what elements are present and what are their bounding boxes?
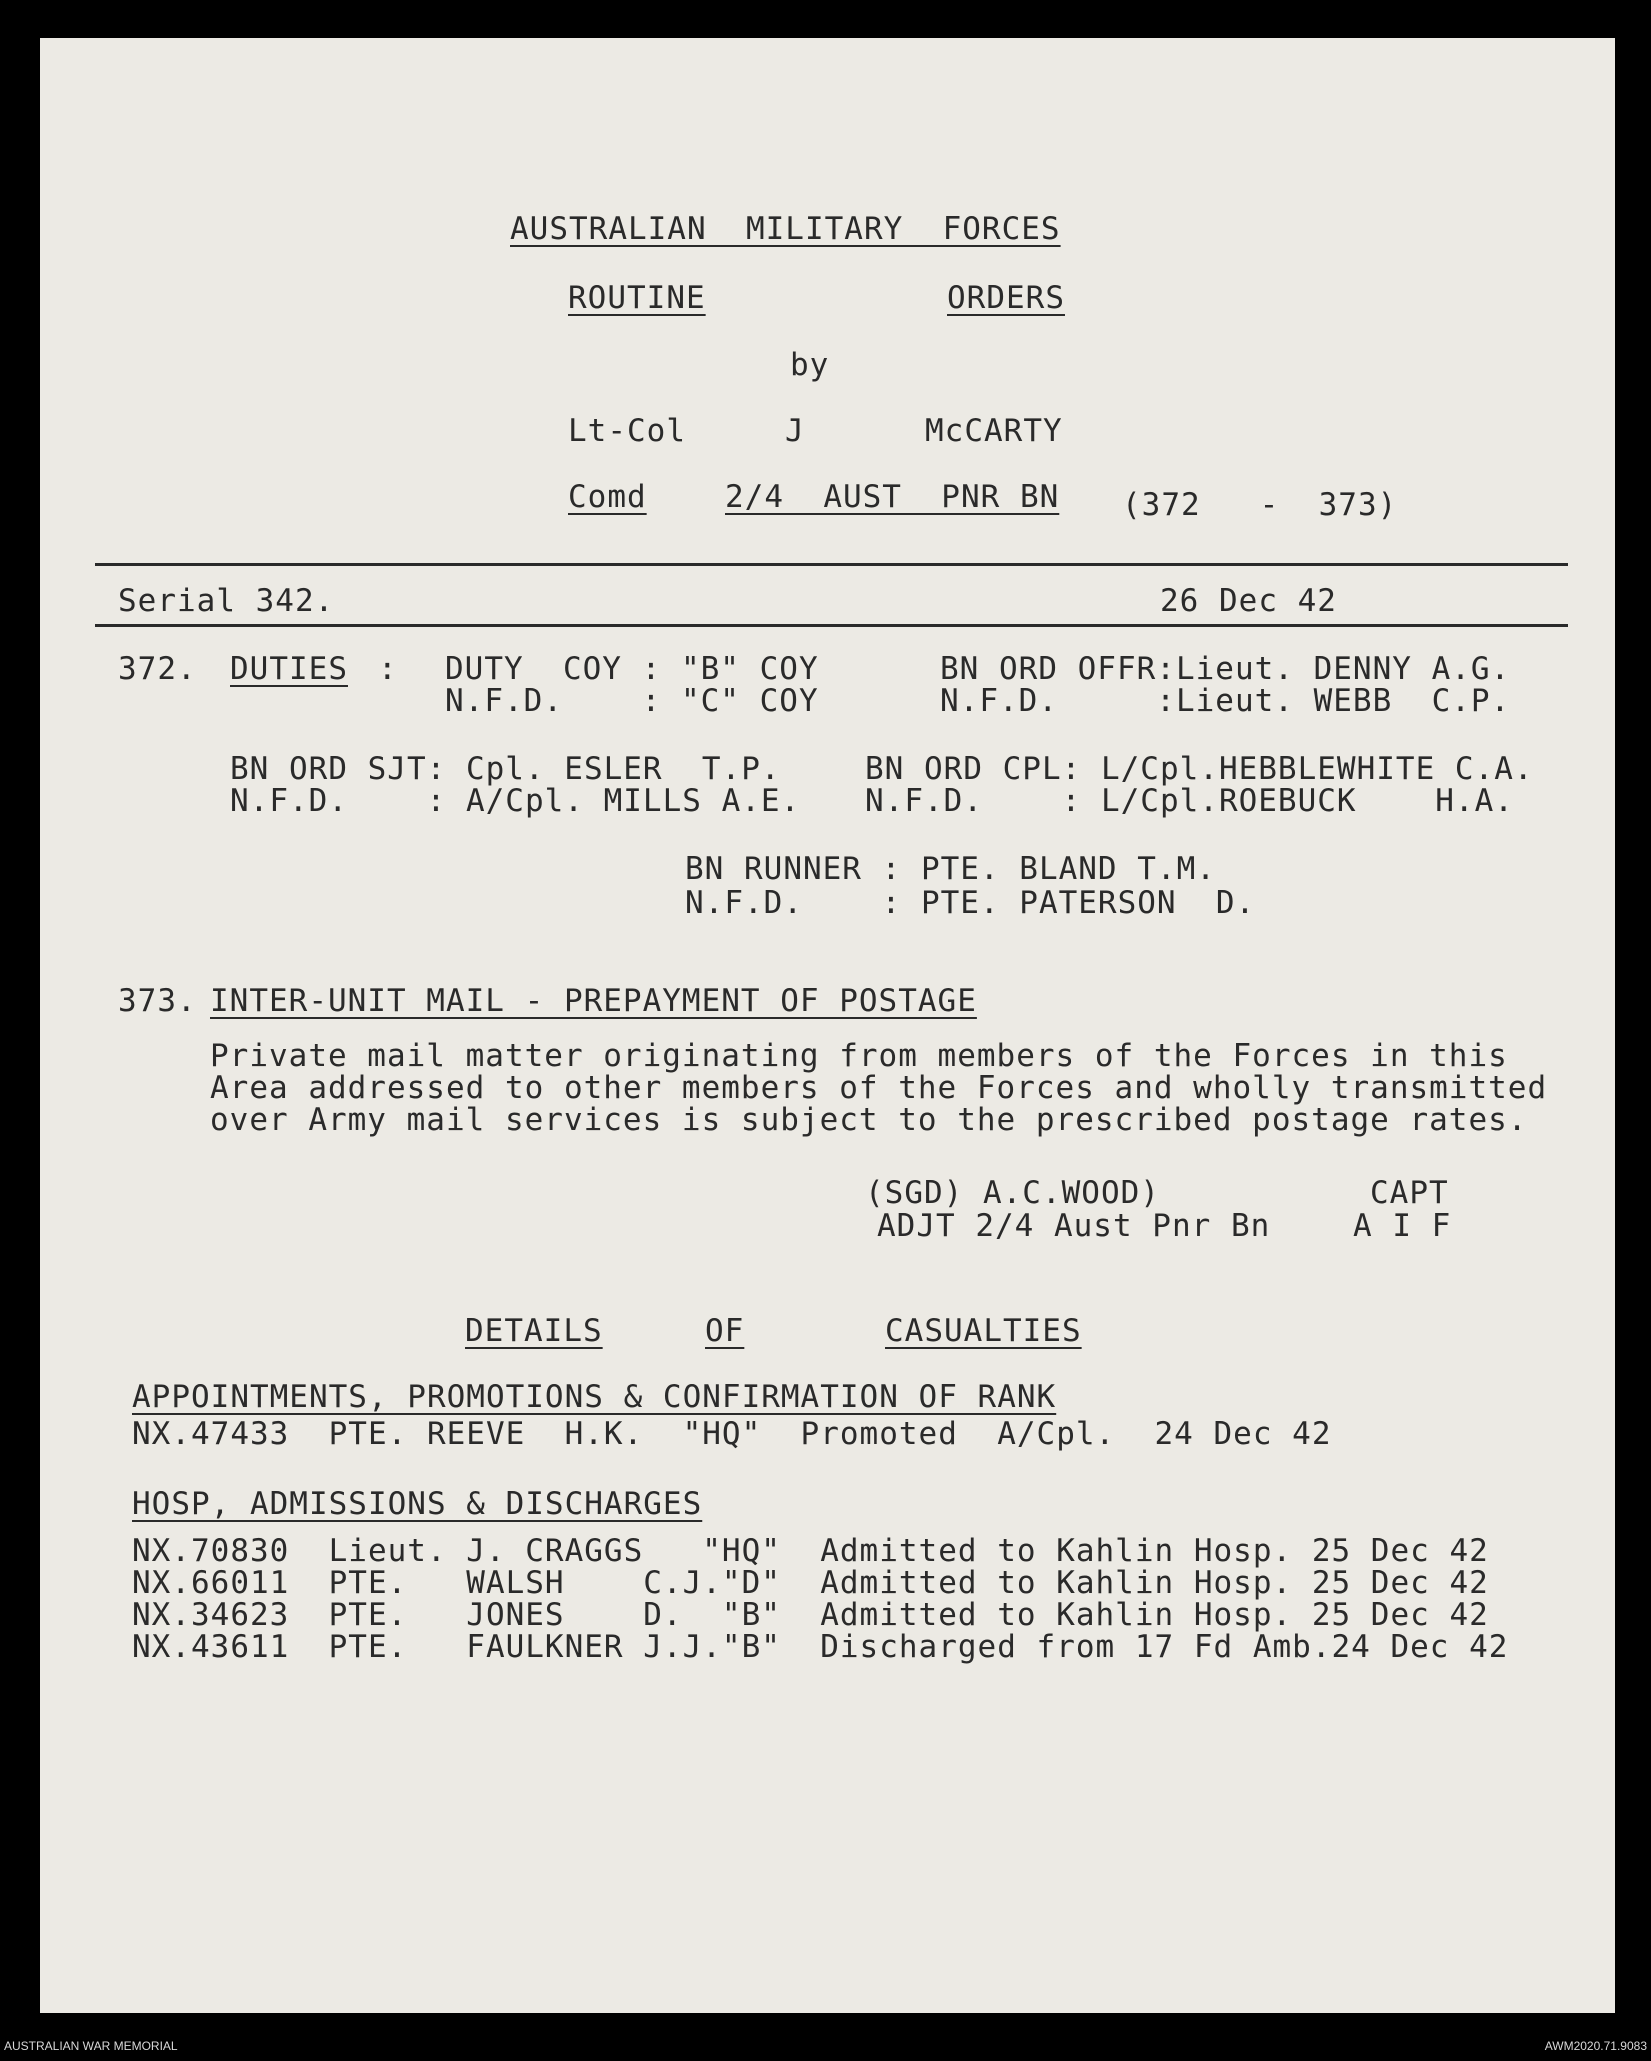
casualties-title-casualties: CASUALTIES xyxy=(885,1313,1082,1349)
signature-rank: CAPT xyxy=(1370,1175,1449,1211)
casualty-row: NX.70830 Lieut. J. CRAGGS "HQ" Admitted to Kahlin Hosp. 25 Dec 42 xyxy=(132,1533,1489,1569)
bn-runner: BN RUNNER : PTE. BLAND T.M. xyxy=(685,851,1216,887)
nfd-cpl: N.F.D. : L/Cpl.ROEBUCK H.A. xyxy=(865,783,1514,819)
divider-bottom xyxy=(95,624,1568,627)
hosp-heading: HOSP, ADMISSIONS & DISCHARGES xyxy=(132,1486,703,1522)
bn-ord-cpl: BN ORD CPL: L/Cpl.HEBBLEWHITE C.A. xyxy=(865,751,1534,787)
bn-ord-sjt: BN ORD SJT: Cpl. ESLER T.P. xyxy=(230,751,781,787)
title-routine: ROUTINE xyxy=(568,280,706,316)
order-373-line2: Area addressed to other members of the Forces and wholly transmitted xyxy=(210,1070,1548,1106)
signature-name: (SGD) A.C.WOOD) xyxy=(865,1175,1160,1211)
bn-ord-offr: BN ORD OFFR:Lieut. DENNY A.G. xyxy=(940,651,1511,687)
footer-right: AWM2020.71.9083 xyxy=(1544,2039,1647,2053)
nfd-offr: N.F.D. :Lieut. WEBB C.P. xyxy=(940,683,1511,719)
serial-date: 26 Dec 42 xyxy=(1160,583,1337,619)
commander-unit: 2/4 AUST PNR BN xyxy=(725,479,1060,515)
title-australian-military-forces: AUSTRALIAN MILITARY FORCES xyxy=(510,211,1061,247)
serial-number: Serial 342. xyxy=(118,583,335,619)
casualty-row: NX.47433 PTE. REEVE H.K. "HQ" Promoted A/Cpl. 24 Dec 42 xyxy=(132,1416,1332,1452)
nfd-runner: N.F.D. : PTE. PATERSON D. xyxy=(685,885,1256,921)
order-372-colon: : xyxy=(378,651,398,687)
title-by: by xyxy=(790,347,830,383)
commander-initial: J xyxy=(785,413,805,449)
order-372-heading: DUTIES xyxy=(230,651,348,687)
signature-force: A I F xyxy=(1353,1208,1452,1244)
casualty-row: NX.66011 PTE. WALSH C.J."D" Admitted to Kahlin Hosp. 25 Dec 42 xyxy=(132,1565,1489,1601)
footer-left: AUSTRALIAN WAR MEMORIAL xyxy=(4,2039,178,2053)
divider-top xyxy=(95,563,1568,566)
commander-comd: Comd xyxy=(568,479,647,515)
order-373-number: 373. xyxy=(118,983,197,1019)
nfd-sjt: N.F.D. : A/Cpl. MILLS A.E. xyxy=(230,783,801,819)
casualty-row: NX.43611 PTE. FAULKNER J.J."B" Discharged from 17 Fd Amb.24 Dec 42 xyxy=(132,1629,1509,1665)
title-orders: ORDERS xyxy=(947,280,1065,316)
casualty-row: NX.34623 PTE. JONES D. "B" Admitted to Kahlin Hosp. 25 Dec 42 xyxy=(132,1597,1489,1633)
order-range: (372 - 373) xyxy=(1122,487,1398,523)
nfd-coy: N.F.D. : "C" COY xyxy=(445,683,819,719)
signature-title: ADJT 2/4 Aust Pnr Bn xyxy=(877,1208,1271,1244)
order-373-line3: over Army mail services is subject to the prescribed postage rates. xyxy=(210,1102,1528,1138)
order-372-number: 372. xyxy=(118,651,197,687)
casualties-title-details: DETAILS xyxy=(465,1313,603,1349)
duty-coy: DUTY COY : "B" COY xyxy=(445,651,819,687)
casualties-title-of: OF xyxy=(705,1313,745,1349)
document-page xyxy=(40,38,1615,2013)
appointments-heading: APPOINTMENTS, PROMOTIONS & CONFIRMATION OF RANK xyxy=(132,1379,1057,1415)
order-373-line1: Private mail matter originating from members of the Forces in this xyxy=(210,1038,1508,1074)
commander-rank: Lt-Col xyxy=(568,413,686,449)
commander-surname: McCARTY xyxy=(925,413,1063,449)
order-373-heading: INTER-UNIT MAIL - PREPAYMENT OF POSTAGE xyxy=(210,983,977,1019)
